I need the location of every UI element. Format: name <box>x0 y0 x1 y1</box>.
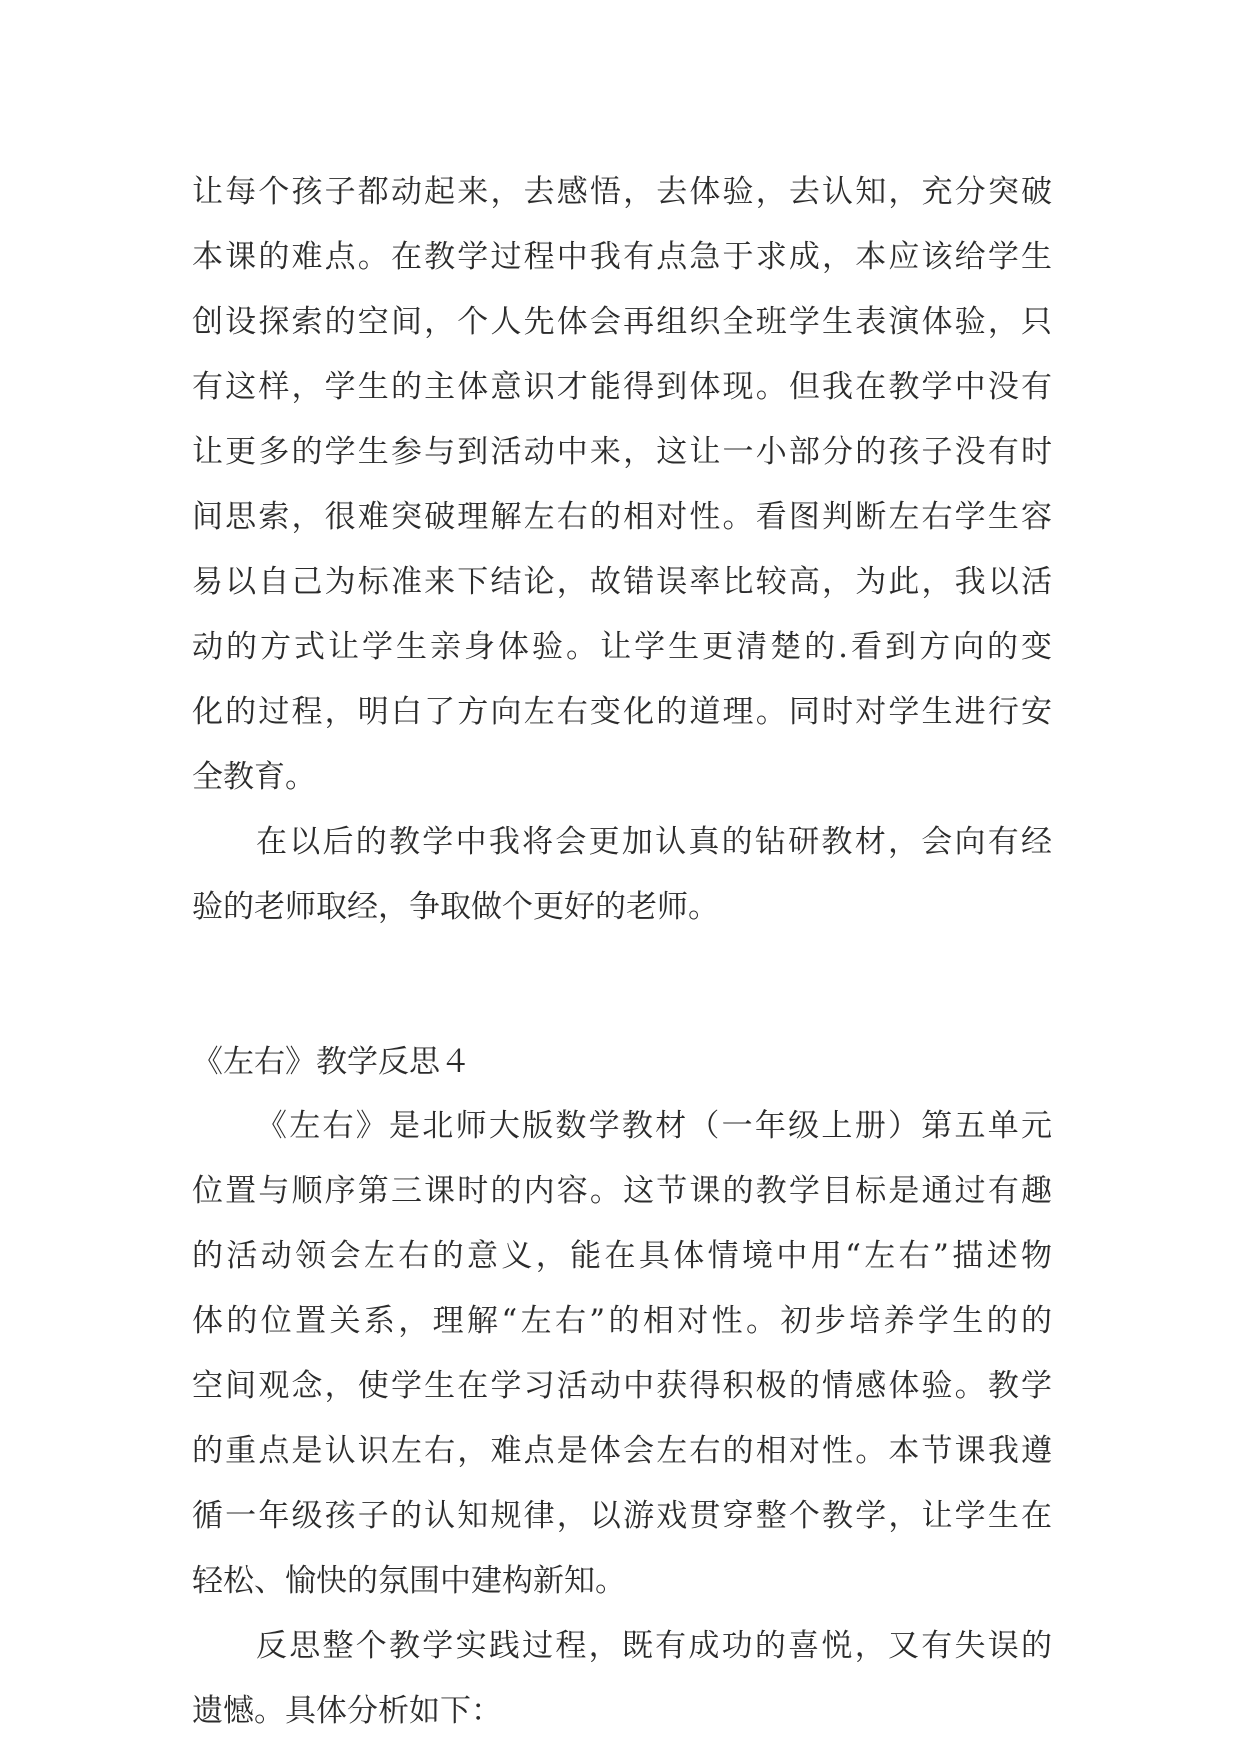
text-line: 化的过程，明白了方向左右变化的道理。同时对学生进行安 <box>192 694 1052 730</box>
text-line: 遗憾。具体分析如下： <box>192 1693 502 1729</box>
text-line: 反思整个教学实践过程，既有成功的喜悦，又有失误的 <box>256 1628 1052 1664</box>
text-line: 在以后的教学中我将会更加认真的钻研教材，会向有经 <box>256 824 1052 860</box>
text-line: 让更多的学生参与到活动中来，这让一小部分的孩子没有时 <box>192 434 1052 470</box>
text-line: 轻松、愉快的氛围中建构新知。 <box>192 1563 626 1599</box>
section-title: 《左右》教学反思４ <box>192 1044 471 1080</box>
text-line: 位置与顺序第三课时的内容。这节课的教学目标是通过有趣 <box>192 1173 1052 1209</box>
paragraph-1 <box>192 160 1052 810</box>
text-line: 《左右》是北师大版数学教材（一年级上册）第五单元 <box>256 1108 1052 1144</box>
paragraph-3 <box>192 1094 1052 1614</box>
text-line: 的重点是认识左右，难点是体会左右的相对性。本节课我遵 <box>192 1433 1052 1469</box>
paragraph-4 <box>192 1614 1052 1744</box>
text-line: 全教育。 <box>192 759 316 795</box>
text-line: 本课的难点。在教学过程中我有点急于求成，本应该给学生 <box>192 239 1052 275</box>
text-line: 创设探索的空间，个人先体会再组织全班学生表演体验，只 <box>192 304 1052 340</box>
document-body <box>192 160 1052 1744</box>
paragraph-2 <box>192 810 1052 940</box>
text-line: 易以自己为标准来下结论，故错误率比较高，为此，我以活 <box>192 564 1052 600</box>
text-line: 空间观念，使学生在学习活动中获得积极的情感体验。教学 <box>192 1368 1052 1404</box>
text-line: 验的老师取经，争取做个更好的老师。 <box>192 889 719 925</box>
text-line: 循一年级孩子的认知规律，以游戏贯穿整个教学，让学生在 <box>192 1498 1052 1534</box>
text-line: 动的方式让学生亲身体验。让学生更清楚的.看到方向的变 <box>192 629 1052 665</box>
text-line: 的活动领会左右的意义，能在具体情境中用“左右”描述物 <box>192 1238 1052 1274</box>
text-line: 让每个孩子都动起来，去感悟，去体验，去认知，充分突破 <box>192 174 1052 210</box>
text-line: 有这样，学生的主体意识才能得到体现。但我在教学中没有 <box>192 369 1052 405</box>
text-line: 间思索，很难突破理解左右的相对性。看图判断左右学生容 <box>192 499 1052 535</box>
text-line: 体的位置关系，理解“左右”的相对性。初步培养学生的的 <box>192 1303 1052 1339</box>
